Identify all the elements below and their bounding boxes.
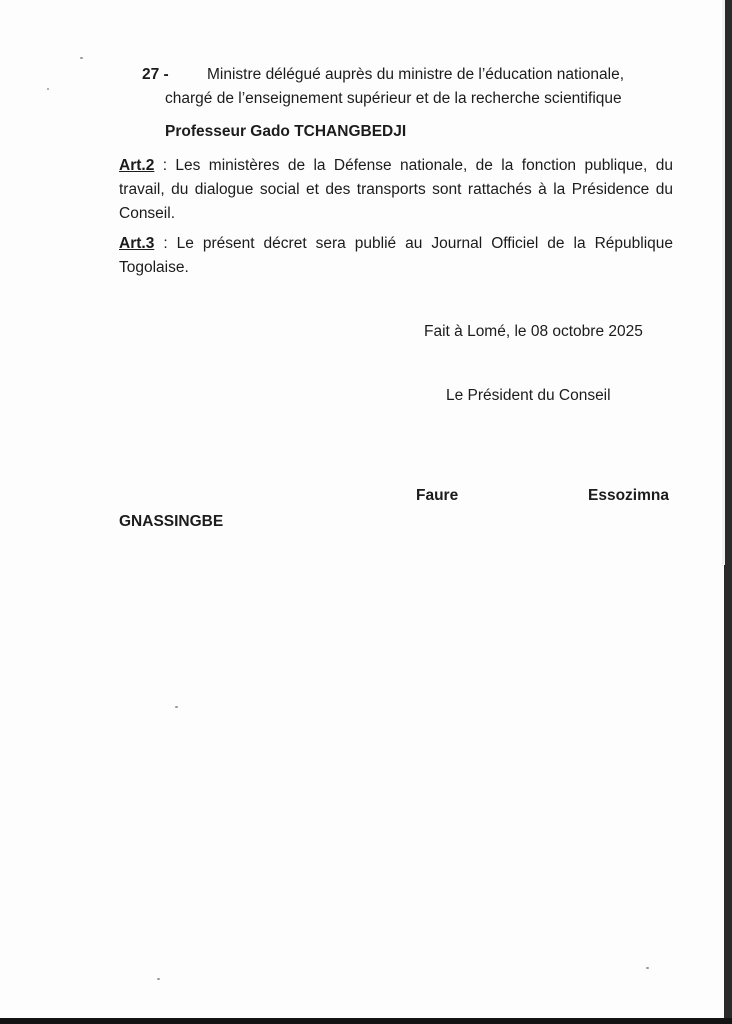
- signatory-last-name: GNASSINGBE: [119, 513, 224, 530]
- article-2-text: : Les ministères de la Défense nationale, de la fonction publique, du travail, du dialogue social et des transports sont rattachés à la Présidence du Conseil.: [119, 157, 673, 222]
- page-edge-shadow: [724, 0, 732, 1024]
- signatory-title: Le Président du Conseil: [446, 387, 611, 404]
- scan-speck: [80, 57, 83, 59]
- page-edge-highlight: [722, 0, 725, 565]
- scan-speck: [47, 88, 49, 90]
- item-number: 27 -: [142, 66, 169, 83]
- scan-speck: [175, 706, 178, 708]
- item-title-line-2: chargé de l’enseignement supérieur et de la recherche scientifique: [165, 90, 622, 107]
- article-2: [119, 154, 673, 226]
- scan-speck: [157, 978, 160, 980]
- place-date: Fait à Lomé, le 08 octobre 2025: [424, 323, 643, 340]
- article-3-text: : Le présent décret sera publié au Journal Officiel de la République Togolaise.: [119, 235, 673, 276]
- scan-speck: [646, 967, 649, 969]
- item-title-line-1: Ministre délégué auprès du ministre de l’éducation nationale,: [207, 66, 625, 83]
- article-3: [119, 232, 673, 280]
- article-2-label: Art.2: [119, 157, 155, 174]
- page-bottom-shadow: [0, 1018, 732, 1024]
- signatory-middle-name: Essozimna: [588, 487, 669, 504]
- minister-name: Professeur Gado TCHANGBEDJI: [165, 123, 407, 140]
- signatory-first-name: Faure: [416, 487, 459, 504]
- article-3-label: Art.3: [119, 235, 155, 252]
